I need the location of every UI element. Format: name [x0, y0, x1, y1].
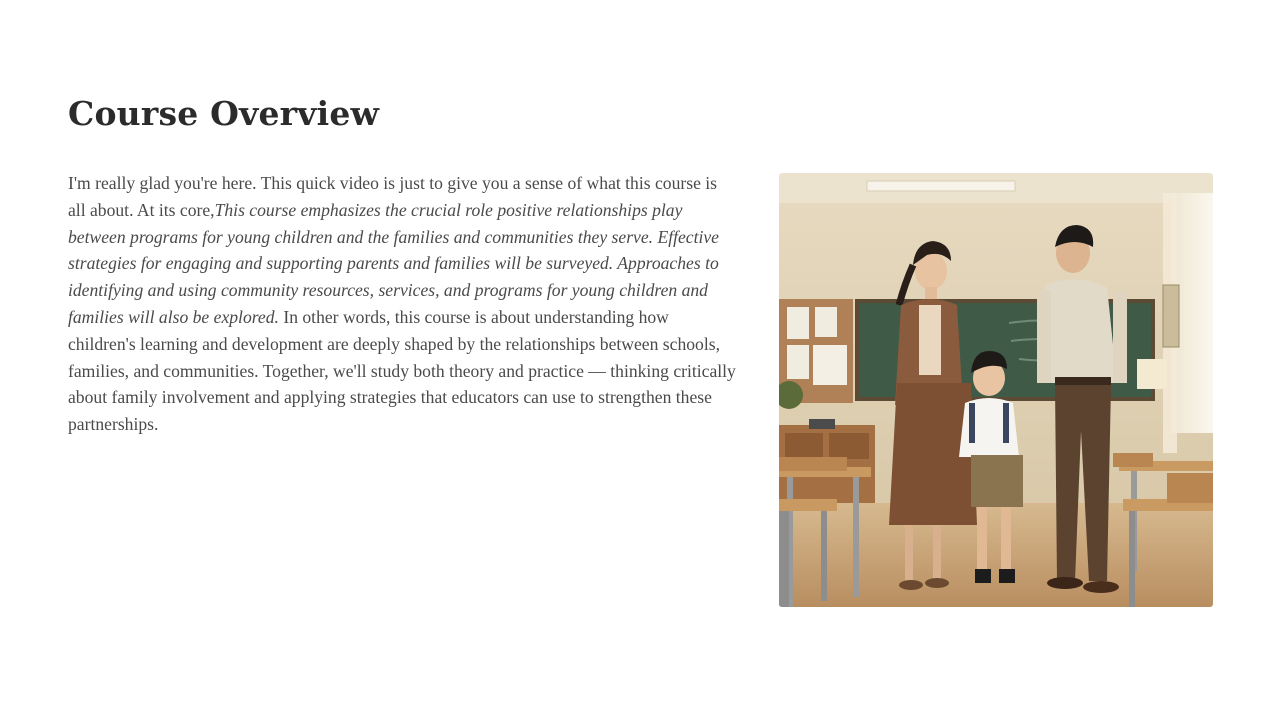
- classroom-family-photo: [779, 173, 1213, 607]
- overview-paragraph: [68, 170, 736, 438]
- intro-text: I'm really glad you're here. This quick video is just to give you a sense of what this course is all about. At its core,: [68, 173, 718, 220]
- course-description-quote: This course emphasizes the crucial role positive relationships play between programs for young children and the families and communities they serve. Effective strategies for engaging and supporting parents and families will be surveyed. Approaches to identifying and using community resources, services, and programs for young children and families will also be explored.: [68, 199, 719, 327]
- page-title: Course Overview: [68, 94, 380, 133]
- outro-text: In other words, this course is about understanding how children's learning and development are deeply shaped by the relationships between schools, families, and communities. Together, we'll study both theory and practice — thinking critically about family involvement and applying strategies that educators can use to strengthen these partnerships.: [68, 306, 736, 435]
